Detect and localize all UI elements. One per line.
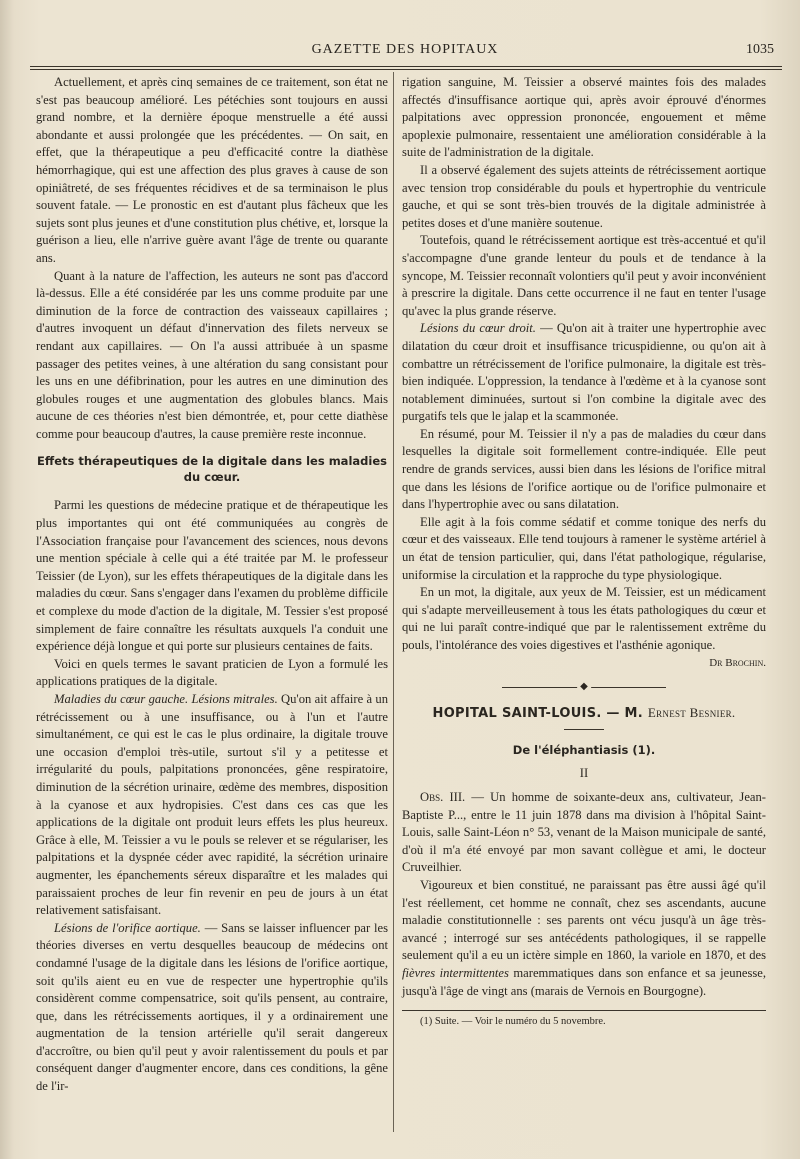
section-heading: Effets thérapeutiques de la digitale dans les maladies du cœur.	[37, 454, 387, 485]
paragraph: En résumé, pour M. Teissier il n'y a pas de maladies du cœur dans lesquelles la digitale soit formellement contre-indiquée. Elle peut rendre de grands services, aussi bien dans les lésions de l'orifice mitral que dans les lésions de l'orifice aortique ou de l'orifice pulmonaire et dans l'hypertrophie avec ou sans dilatation.	[402, 426, 766, 512]
column-divider	[393, 72, 394, 1132]
hospital-heading	[402, 704, 766, 723]
paragraph-text: — Sans se laisser influencer par les théories diverses en vertu desquelles beaucoup de médecins ont condamné l'usage de la digitale dans les lésions de l'orifice aortique, soit qu'ils aient eu en vue de respecter une hypertrophie qu'ils considèrent comme compensatrice, soit qu'ils pensent, au contraire, que, dans les rétrécissements aortiques, il y a ordinairement une augmentation de la tension artérielle qu'il serait dangereux d'accroître, ou bien qu'il peut y avoir ralentissement du pouls et par conséquent danger d'augmenter encore, dans ces conditions, la gêne de l'ir-	[36, 920, 388, 1094]
paragraph-text: Qu'on ait affaire à un rétrécissement ou à une insuffisance, ou à l'un et l'autre simultanément, ce qui est le cas le plus ordinaire, la digitale trouve une occasion d'emploi très-utile, surtout s'il y a petitesse et irrégularité du pouls, palpitations prononcées, gêne respiratoire, diminution de la sécrétion urinaire, œdème des membres, disposition à la cyanose et aux hydropisies. C'est dans ces cas que les applications de la digitale ont produit leurs effets les plus heureux. Grâce à elle, M. Teissier a vu le pouls se relever et se régulariser, les palpitations et la dyspnée céder avec rapidité, la sécrétion urinaire augmenter, les épanchements séreux disparaître et les malades qui paraissaient proches de leur fin revenir en peu de jours à un état relativement satisfaisant.	[36, 692, 388, 918]
right-column	[402, 74, 766, 1029]
section-separator	[402, 680, 766, 694]
running-title: GAZETTE DES HOPITAUX	[311, 42, 499, 57]
left-column	[36, 74, 388, 1096]
footnote: (1) Suite. — Voir le numéro du 5 novembre.	[420, 1016, 606, 1028]
hospital-doctor: Ernest Besnier.	[647, 705, 736, 721]
paragraph-lead: Obs. III.	[420, 789, 466, 804]
paragraph-lead: Maladies du cœur gauche. Lésions mitrales.	[54, 692, 278, 706]
paragraph: Elle agit à la fois comme sédatif et comme tonique des nerfs du cœur et des vaisseaux. Elle tend toujours à ramener le système artériel à un état de tension particulier, qui, dans l'état pathologique, régularise, uniformise la circulation et la rapproche du type physiologique.	[402, 514, 766, 582]
paragraph	[36, 920, 388, 1096]
paragraph: Toutefois, quand le rétrécissement aortique est très-accentué et qu'il s'accompagne d'une grande lenteur du pouls et de tendance à la syncope, M. Teissier reconnaît volontiers qu'il peut y avoir inconvénient à prescrire la digitale. Dans cette occurrence il ne faut en tenter l'usage qu'avec la plus grande réserve.	[402, 233, 766, 318]
paragraph: Actuellement, et après cinq semaines de ce traitement, son état ne s'est pas beaucoup amélioré. Les pétéchies sont toujours en aussi grand nombre, et la dernière époque menstruelle a été aussi abondante et aussi prolongée que les précédentes. — On sait, en effet, que la thérapeutique a peu d'efficacité contre la diathèse hémorrhagique, qui est une affection des plus graves à cause de son opiniâtreté, de ses fréquentes récidives et de sa terminaison le plus souvent fatale. — Le pronostic en est d'autant plus fâcheux que les sujets sont plus jeunes et d'une constitution plus chétive, et, lorsque la guérison a lieu, elle n'arrive guère avant l'âge de trente ou quarante ans.	[36, 75, 388, 265]
paragraph	[36, 691, 388, 920]
paragraph	[402, 320, 766, 426]
header-rule-second	[30, 69, 782, 70]
page-header	[30, 42, 780, 62]
paragraph-lead: Lésions du cœur droit.	[420, 321, 536, 336]
header-rule	[30, 66, 782, 67]
part-number: II	[579, 766, 589, 781]
emphasis-text: fièvres intermittentes	[402, 965, 509, 980]
article-subheading: De l'éléphantiasis (1).	[512, 742, 656, 757]
paragraph-text: — Un homme de soixante-deux ans, cultivateur, Jean-Baptiste P..., entre le 11 juin 1878 dans ma division à l'hôpital Saint-Louis, salle Saint-Léon n° 53, venant de la Maison municipale de santé, d'où il m'a été envoyé par mon savant collègue et ami, le docteur Cruveilhier.	[402, 789, 766, 875]
paragraph: En un mot, la digitale, aux yeux de M. Teissier, est un médicament qui s'adapte merveilleusement à tous les états pathologiques du cœur et qui ne lui paraît contre-indiqué que par le ralentissement extrême du pouls, l'intolérance des voies digestives et l'asthénie agonique.	[402, 585, 766, 652]
paragraph-lead: Lésions de l'orifice aortique.	[54, 920, 201, 935]
paragraph: Voici en quels termes le savant praticien de Lyon a formulé les applications pratiques de la digitale.	[36, 656, 388, 689]
paragraph: Il a observé également des sujets atteints de rétrécissement aortique avec tension trop considérable du pouls et hypertrophie du ventricule gauche, et qui se sont très-bien trouvés de la digitale administrée à petites doses et d'une manière soutenue.	[402, 162, 766, 230]
paragraph	[402, 877, 766, 1000]
page-number: 1035	[746, 42, 774, 57]
paragraph-text: Vigoureux et bien constitué, ne paraissant pas être aussi âgé qu'il l'est réellement, cet homme ne connaît, chez ses ascendants, aucune maladie constitutionnelle : ses parents ont vécu jusqu'à un âge très-avancé ; interrogé sur ses antécédents pathologiques, il se rappelle seulement qu'il a eu un ictère simple en 1860, la variole en 1870, et des	[402, 877, 766, 963]
footnote-rule	[402, 1010, 766, 1011]
paragraph-text: maremmatiques dans son enfance et sa jeunesse, jusqu'à l'âge de vingt ans (marais de Vernois en Bourgogne).	[402, 965, 766, 998]
paragraph: rigation sanguine, M. Teissier a observé maintes fois des malades affectés d'insuffisance aortique qui, après avoir éprouvé d'énormes palpitations avec oppression prononcée, engouement et même apoplexie pulmonaire, ressentaient une amélioration considérable à la suite de l'administration de la digitale.	[402, 75, 766, 160]
hospital-title: HOPITAL SAINT-LOUIS. — M.	[432, 706, 644, 722]
author-signature: Dr Brochin.	[709, 656, 766, 669]
separator-ornament-icon: ◆	[577, 680, 591, 694]
paragraph-text: — Qu'on ait à traiter une hypertrophie avec dilatation du cœur droit et insuffisance tricuspidienne, ou qu'on ait à combattre un rétrécissement de l'orifice pulmonaire, la digitale est très-bien indiquée. L'oppression, la tendance à l'œdème et à la cyanose sont notablement diminuées, surtout si l'on combine la digitale avec des purgatifs tels que le jalap et la scammonée.	[402, 321, 766, 424]
short-rule	[564, 729, 604, 730]
paragraph: Quant à la nature de l'affection, les auteurs ne sont pas d'accord là-dessus. Elle a été considérée par les uns comme produite par une diminution de la force de contraction des vaisseaux capillaires ; d'autres invoquent un défaut d'innervation des filets nerveux se rendant aux capillaires. — On l'a aussi attribuée à un spasme passager des petites veines, à une altération du sang consistant pour les uns en une défibrination, pour les autres en une diminution des globules rouges et une augmentation des globules blancs. Mais aucune de ces théories n'est bien démontrée, et, pour cette diathèse comme pour beaucoup d'autres, la cause première reste inconnue.	[36, 268, 388, 441]
paragraph	[402, 789, 766, 877]
paragraph: Parmi les questions de médecine pratique et de thérapeutique les plus importantes qui ont été communiquées au congrès de l'Association française pour l'avancement des sciences, nous devons une mention spéciale à celle qui a été traitée par M. le professeur Teissier (de Lyon), sur les effets thérapeutiques de la digitale dans les maladies du cœur. Sans s'engager dans l'examen du problème difficile et complexe du mode d'action de la digitale, M. Tessier s'est proposé simplement de faire connaître les résultats auxquels l'a conduit une expérience déjà longue et qui porte sur plusieurs centaines de faits.	[36, 498, 388, 654]
